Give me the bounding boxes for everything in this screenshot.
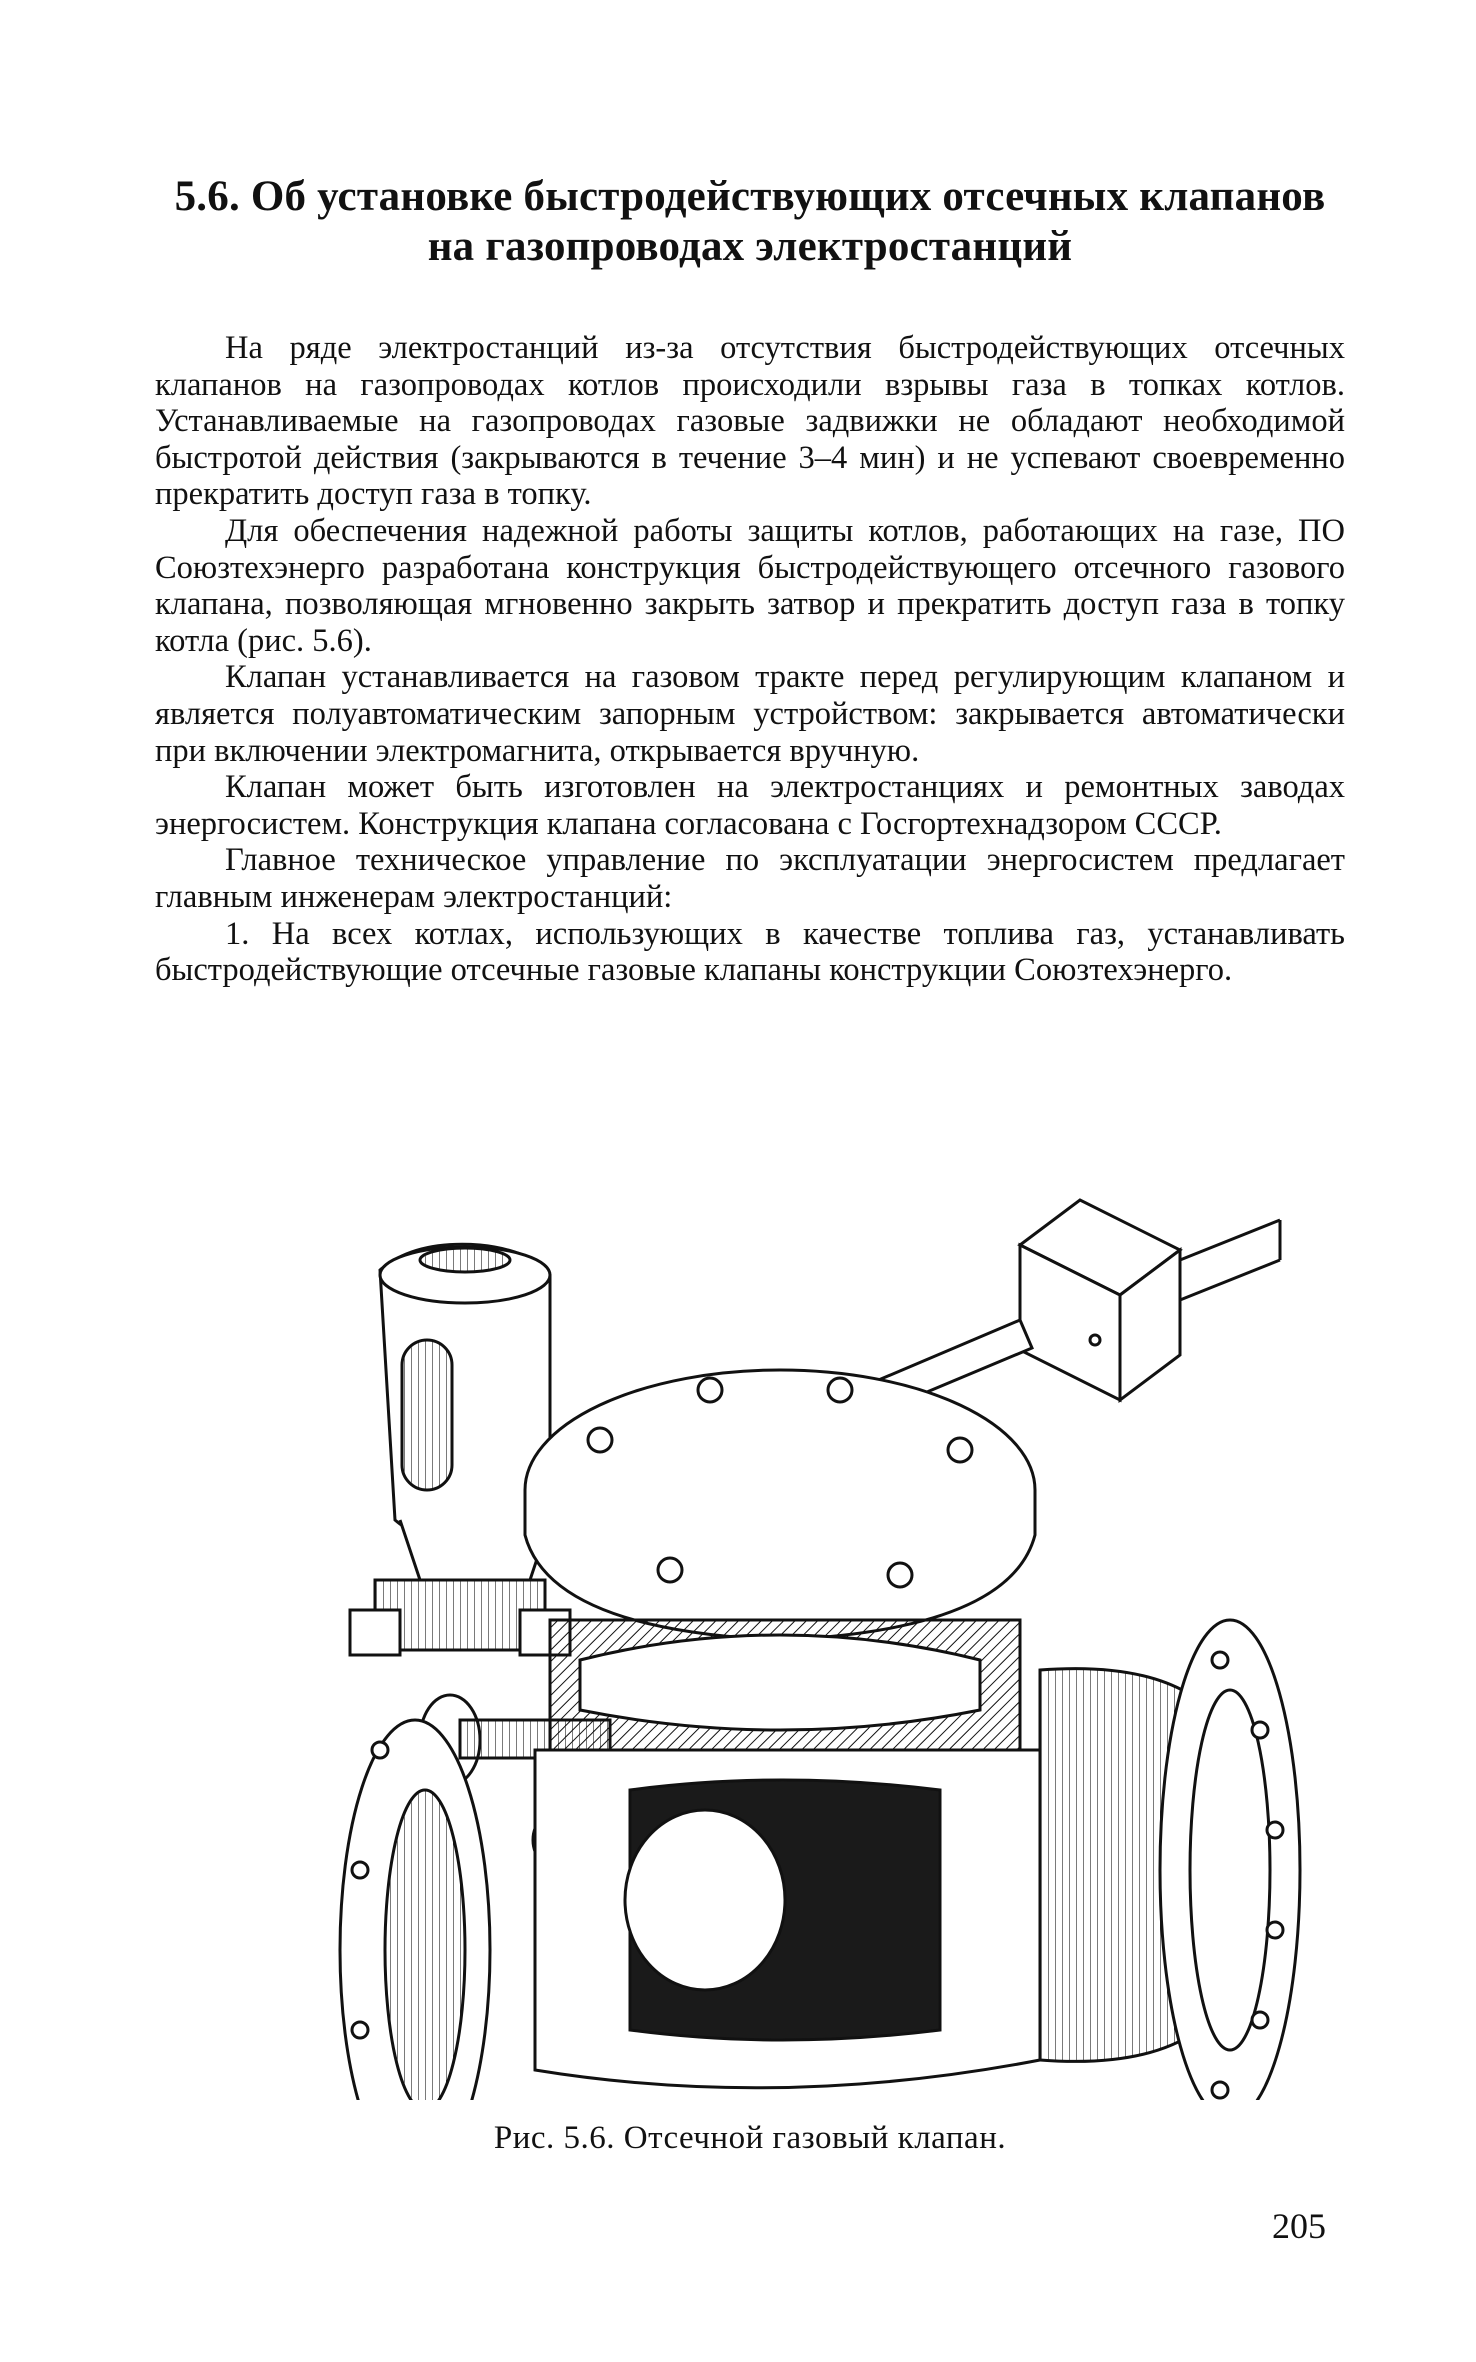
- body-text: [155, 330, 1345, 989]
- section-title-line-1: 5.6. Об установке быстродействующих отсечных клапанов: [174, 173, 1326, 220]
- paragraph-6: 1. На всех котлах, использующих в качестве топлива газ, устанавливать быстродействующие отсечные газовые клапаны конструкции Союзтехэнерго.: [155, 915, 1345, 989]
- section-title: [150, 172, 1350, 272]
- figure-caption: Рис. 5.6. Отсечной газовый клапан.: [493, 2120, 1007, 2156]
- paragraph-5: Главное техническое управление по эксплуатации энергосистем предлагает главным инженерам электростанций:: [155, 842, 1345, 915]
- solenoid: [350, 1244, 570, 1655]
- section-title-line-2: на газопроводах электростанций: [427, 223, 1073, 270]
- valve-body: [535, 1620, 1040, 2088]
- paragraph-4: Клапан может быть изготовлен на электростанциях и ремонтных заводах энергосистем. Конструкция клапана согласована с Госгортехнадзором СССР.: [155, 769, 1345, 842]
- top-flange: [525, 1370, 1035, 1640]
- paragraph-1: На ряде электростанций из-за отсутствия быстродействующих отсечных клапанов на газопроводах котлов происходили взрывы газа в топках котлов. Устанавливаемые на газопроводах газовые задвижки не обладают необходимой быстротой действия (закрываются в течение 3–4 мин) и не успевают своевременно прекратить доступ газа в топку.: [155, 330, 1345, 513]
- paragraph-3: Клапан устанавливается на газовом тракте перед регулирующим клапаном и является полуавтоматическим запорным устройством: закрывается автоматически при включении электромагнита, открывается вручную.: [155, 659, 1345, 769]
- counterweight: [1020, 1200, 1280, 1400]
- valve-illustration: [320, 1190, 1380, 2100]
- paragraph-2: Для обеспечения надежной работы защиты котлов, работающих на газе, ПО Союзтехэнерго разработана конструкция быстродействующего отсечного газового клапана, позволяющая мгновенно закрыть затвор и прекратить доступ газа в топку котла (рис. 5.6).: [155, 512, 1345, 659]
- page-number: 205: [1272, 2206, 1326, 2246]
- valve-drawing: [320, 1190, 1380, 2100]
